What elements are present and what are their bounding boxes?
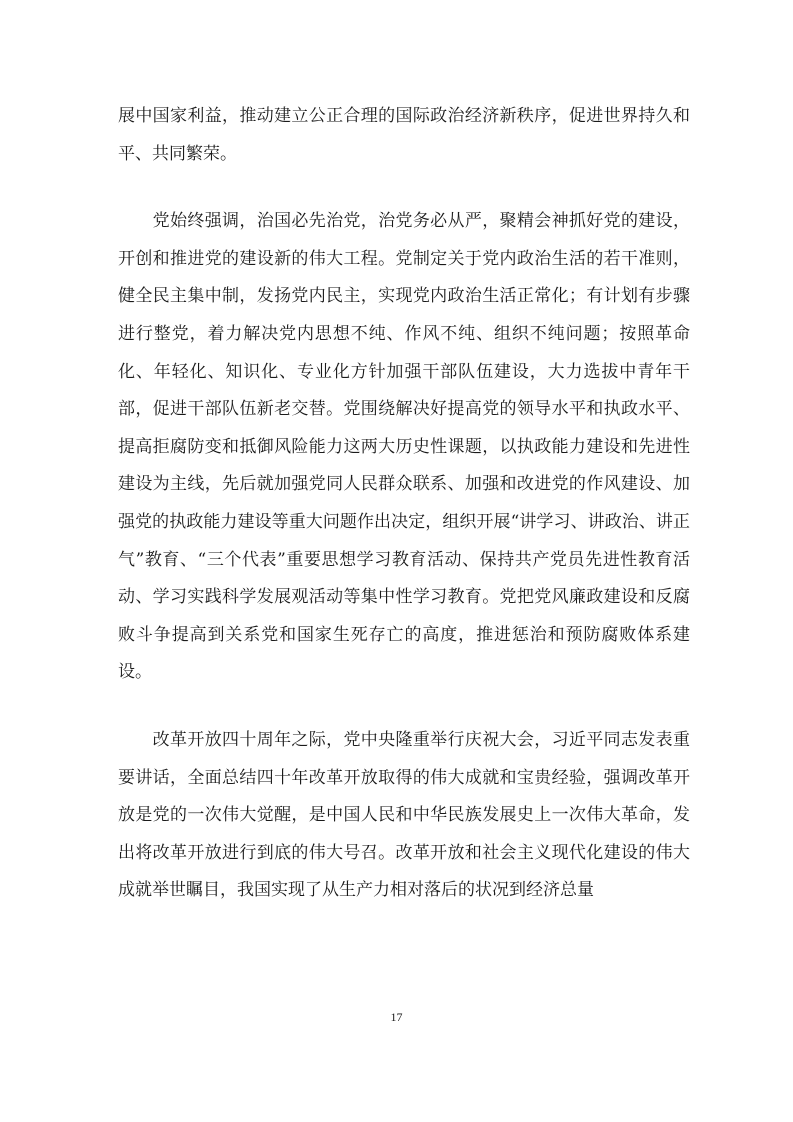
paragraph-reform-opening: 改革开放四十周年之际，党中央隆重举行庆祝大会，习近平同志发表重要讲话，全面总结四十年改革开放取得的伟大成就和宝贵经验，强调改革开放是党的一次伟大觉醒，是中国人民和中华民族发展史上一次伟大革命，发出将改革开放进行到底的伟大号召。改革开放和社会主义现代化建设的伟大成就举世瞩目，我国实现了从生产力相对落后的状况到经济总量	[118, 729, 690, 901]
paragraph-continuation: 展中国家利益，推动建立公正合理的国际政治经济新秩序，促进世界持久和平、共同繁荣。	[118, 106, 690, 164]
page-number: 17	[390, 1010, 403, 1024]
body-text	[118, 98, 690, 910]
paragraph-party-building: 党始终强调，治国必先治党，治党务必从严，聚精会神抓好党的建设，开创和推进党的建设新的伟大工程。党制定关于党内政治生活的若干准则，健全民主集中制，发扬党内民主，实现党内政治生活正常化；有计划有步骤进行整党，着力解决党内思想不纯、作风不纯、组织不纯问题；按照革命化、年轻化、知识化、专业化方针加强干部队伍建设，大力选拔中青年干部，促进干部队伍新老交替。党围绕解决好提高党的领导水平和执政水平、提高拒腐防变和抵御风险能力这两大历史性课题，以执政能力建设和先进性建设为主线，先后就加强党同人民群众联系、加强和改进党的作风建设、加强党的执政能力建设等重大问题作出决定，组织开展“讲学习、讲政治、讲正气”教育、“三个代表”重要思想学习教育活动、保持共产党员先进性教育活动、学习实践科学发展观活动等集中性学习教育。党把党风廉政建设和反腐败斗争提高到关系党和国家生死存亡的高度，推进惩治和预防腐败体系建设。	[118, 211, 690, 683]
